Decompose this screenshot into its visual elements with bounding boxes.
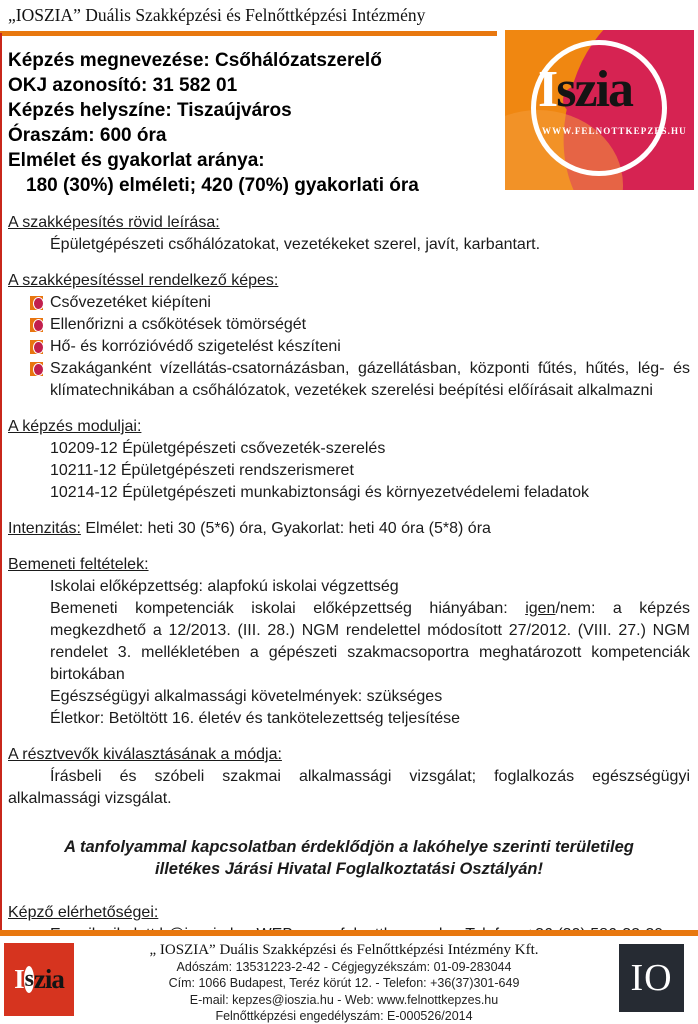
left-edge-line xyxy=(0,33,2,930)
contact-notice: A tanfolyammal kapcsolatban érdeklődjön a lakóhelye szerinti területileg illetékes Járási Hivatal Foglalkoztatási Osztályán! xyxy=(64,838,634,878)
competency-text: Hő- és korrózióvédő szigetelést készíteni xyxy=(50,338,341,355)
competency-text: Csővezetéket kiépíteni xyxy=(50,294,211,311)
list-item xyxy=(30,314,690,336)
competency-text: Ellenőrizni a csőkötések tömörségét xyxy=(50,316,307,333)
logo-bullet-icon xyxy=(30,296,43,310)
entry-item xyxy=(50,598,690,686)
logo-wordmark xyxy=(538,61,633,118)
footer-text-block xyxy=(90,942,598,1024)
list-item xyxy=(30,336,690,358)
course-name-line: Képzés megnevezése: Csőhálózatszerelő xyxy=(8,50,382,71)
entry-heading: Bemeneti feltételek: xyxy=(8,556,149,573)
location-line: Képzés helyszíne: Tiszaújváros xyxy=(8,100,292,121)
module-item: 10211-12 Épületgépészeti rendszerismeret xyxy=(50,462,354,479)
header-rule xyxy=(0,31,497,36)
intensity-body: Elmélet: heti 30 (5*6) óra, Gyakorlat: heti 40 óra (5*8) óra xyxy=(80,520,491,537)
short-desc-body: Épületgépészeti csőhálózatokat, vezetékeket szerel, javít, karbantart. xyxy=(50,236,541,253)
logo-bullet-icon xyxy=(30,340,43,354)
logo-website-text: WWW.FELNOTTKEPZES.HU xyxy=(542,126,687,136)
intensity-line xyxy=(8,518,690,540)
modules-heading: A képzés moduljai: xyxy=(8,418,142,435)
footer-row xyxy=(0,936,698,1024)
entry-item: Egészségügyi alkalmassági követelmények: szükséges xyxy=(50,688,443,705)
footer-license-line: Felnőttképzési engedélyszám: E-000526/2014 xyxy=(215,1009,473,1023)
footer-logo-s: s xyxy=(24,966,33,992)
module-item: 10209-12 Épületgépészeti csővezeték-szerelés xyxy=(50,440,386,457)
hours-line: Óraszám: 600 óra xyxy=(8,125,167,146)
footer-logo-i: I xyxy=(14,964,24,994)
list-item xyxy=(30,358,690,402)
footer xyxy=(0,930,698,1024)
footer-company-name: „ IOSZIA” Duális Szakképzési és Felnőttképzési Intézmény Kft. xyxy=(149,942,539,958)
io-square-logo: IO xyxy=(619,944,684,1012)
logo-bullet-icon xyxy=(30,362,43,376)
footer-tax-line: Adószám: 13531223-2-42 - Cégjegyzékszám: 01-09-283044 xyxy=(176,959,512,974)
okj-id-line: OKJ azonosító: 31 582 01 xyxy=(8,75,238,96)
selection-body: Írásbeli és szóbeli szakmai alkalmassági vizsgálat; foglalkozás egészségügyi alkalmassági vizsgálat. xyxy=(8,768,690,807)
masthead-title: „IOSZIA” Duális Szakképzési és Felnőttképzési Intézmény xyxy=(8,5,426,25)
entry-item: Életkor: Betöltött 16. életév és tankötelezettség teljesítése xyxy=(50,710,461,727)
list-item xyxy=(30,292,690,314)
competencies-list xyxy=(30,292,690,402)
logo-letters-szia: szia xyxy=(556,61,633,118)
footer-logo-zia: zia xyxy=(33,964,64,994)
ratio-label-line: Elmélet és gyakorlat aránya: xyxy=(8,150,265,171)
selection-heading: A résztvevők kiválasztásának a módja: xyxy=(8,746,282,763)
footer-email-web-line: E-mail: kepzes@ioszia.hu - Web: www.felnottkepzes.hu xyxy=(189,992,499,1007)
short-desc-heading: A szakképesítés rövid leírása: xyxy=(8,214,220,231)
entry-item2-post: /nem: a képzés megkezdhető a 12/2013. (III. 28.) NGM rendelettel módosított 27/2012. (VIII. 27.) NGM rendelet 3. mellékletében a gépészeti szakmacsoportra meghatározott kompetenciák birtokában xyxy=(50,600,690,683)
main-content xyxy=(0,212,698,946)
logo-letter-i: I xyxy=(538,61,557,118)
course-info-block xyxy=(0,48,516,198)
footer-address-line: Cím: 1066 Budapest, Teréz körút 12. - Telefon: +36(37)301-649 xyxy=(168,976,520,990)
entry-item2-yes: igen xyxy=(525,600,556,617)
footer-ioszia-logo xyxy=(4,943,74,1016)
ratio-value-line: 180 (30%) elméleti; 420 (70%) gyakorlati óra xyxy=(26,175,419,196)
contact-heading: Képző elérhetőségei: xyxy=(8,904,159,921)
logo-bullet-icon xyxy=(30,318,43,332)
module-item: 10214-12 Épületgépészeti munkabiztonsági és környezetvédelemi feladatok xyxy=(50,484,590,501)
competencies-heading: A szakképesítéssel rendelkező képes: xyxy=(8,272,279,289)
entry-item2-pre: Bemeneti kompetenciák iskolai előképzettség hiányában: xyxy=(50,600,526,617)
competency-text: Szakáganként vízellátás-csatornázásban, gázellátásban, központi fűtés, hűtés, lég- és klímatechnikában a csőhálózatok, vezetékek szerelési beépítési előírásait alkalmazni xyxy=(50,360,690,399)
intensity-heading: Intenzitás: xyxy=(8,520,81,537)
ioszia-logo xyxy=(505,30,694,190)
entry-item: Iskolai előképzettség: alapfokú iskolai végzettség xyxy=(50,578,399,595)
